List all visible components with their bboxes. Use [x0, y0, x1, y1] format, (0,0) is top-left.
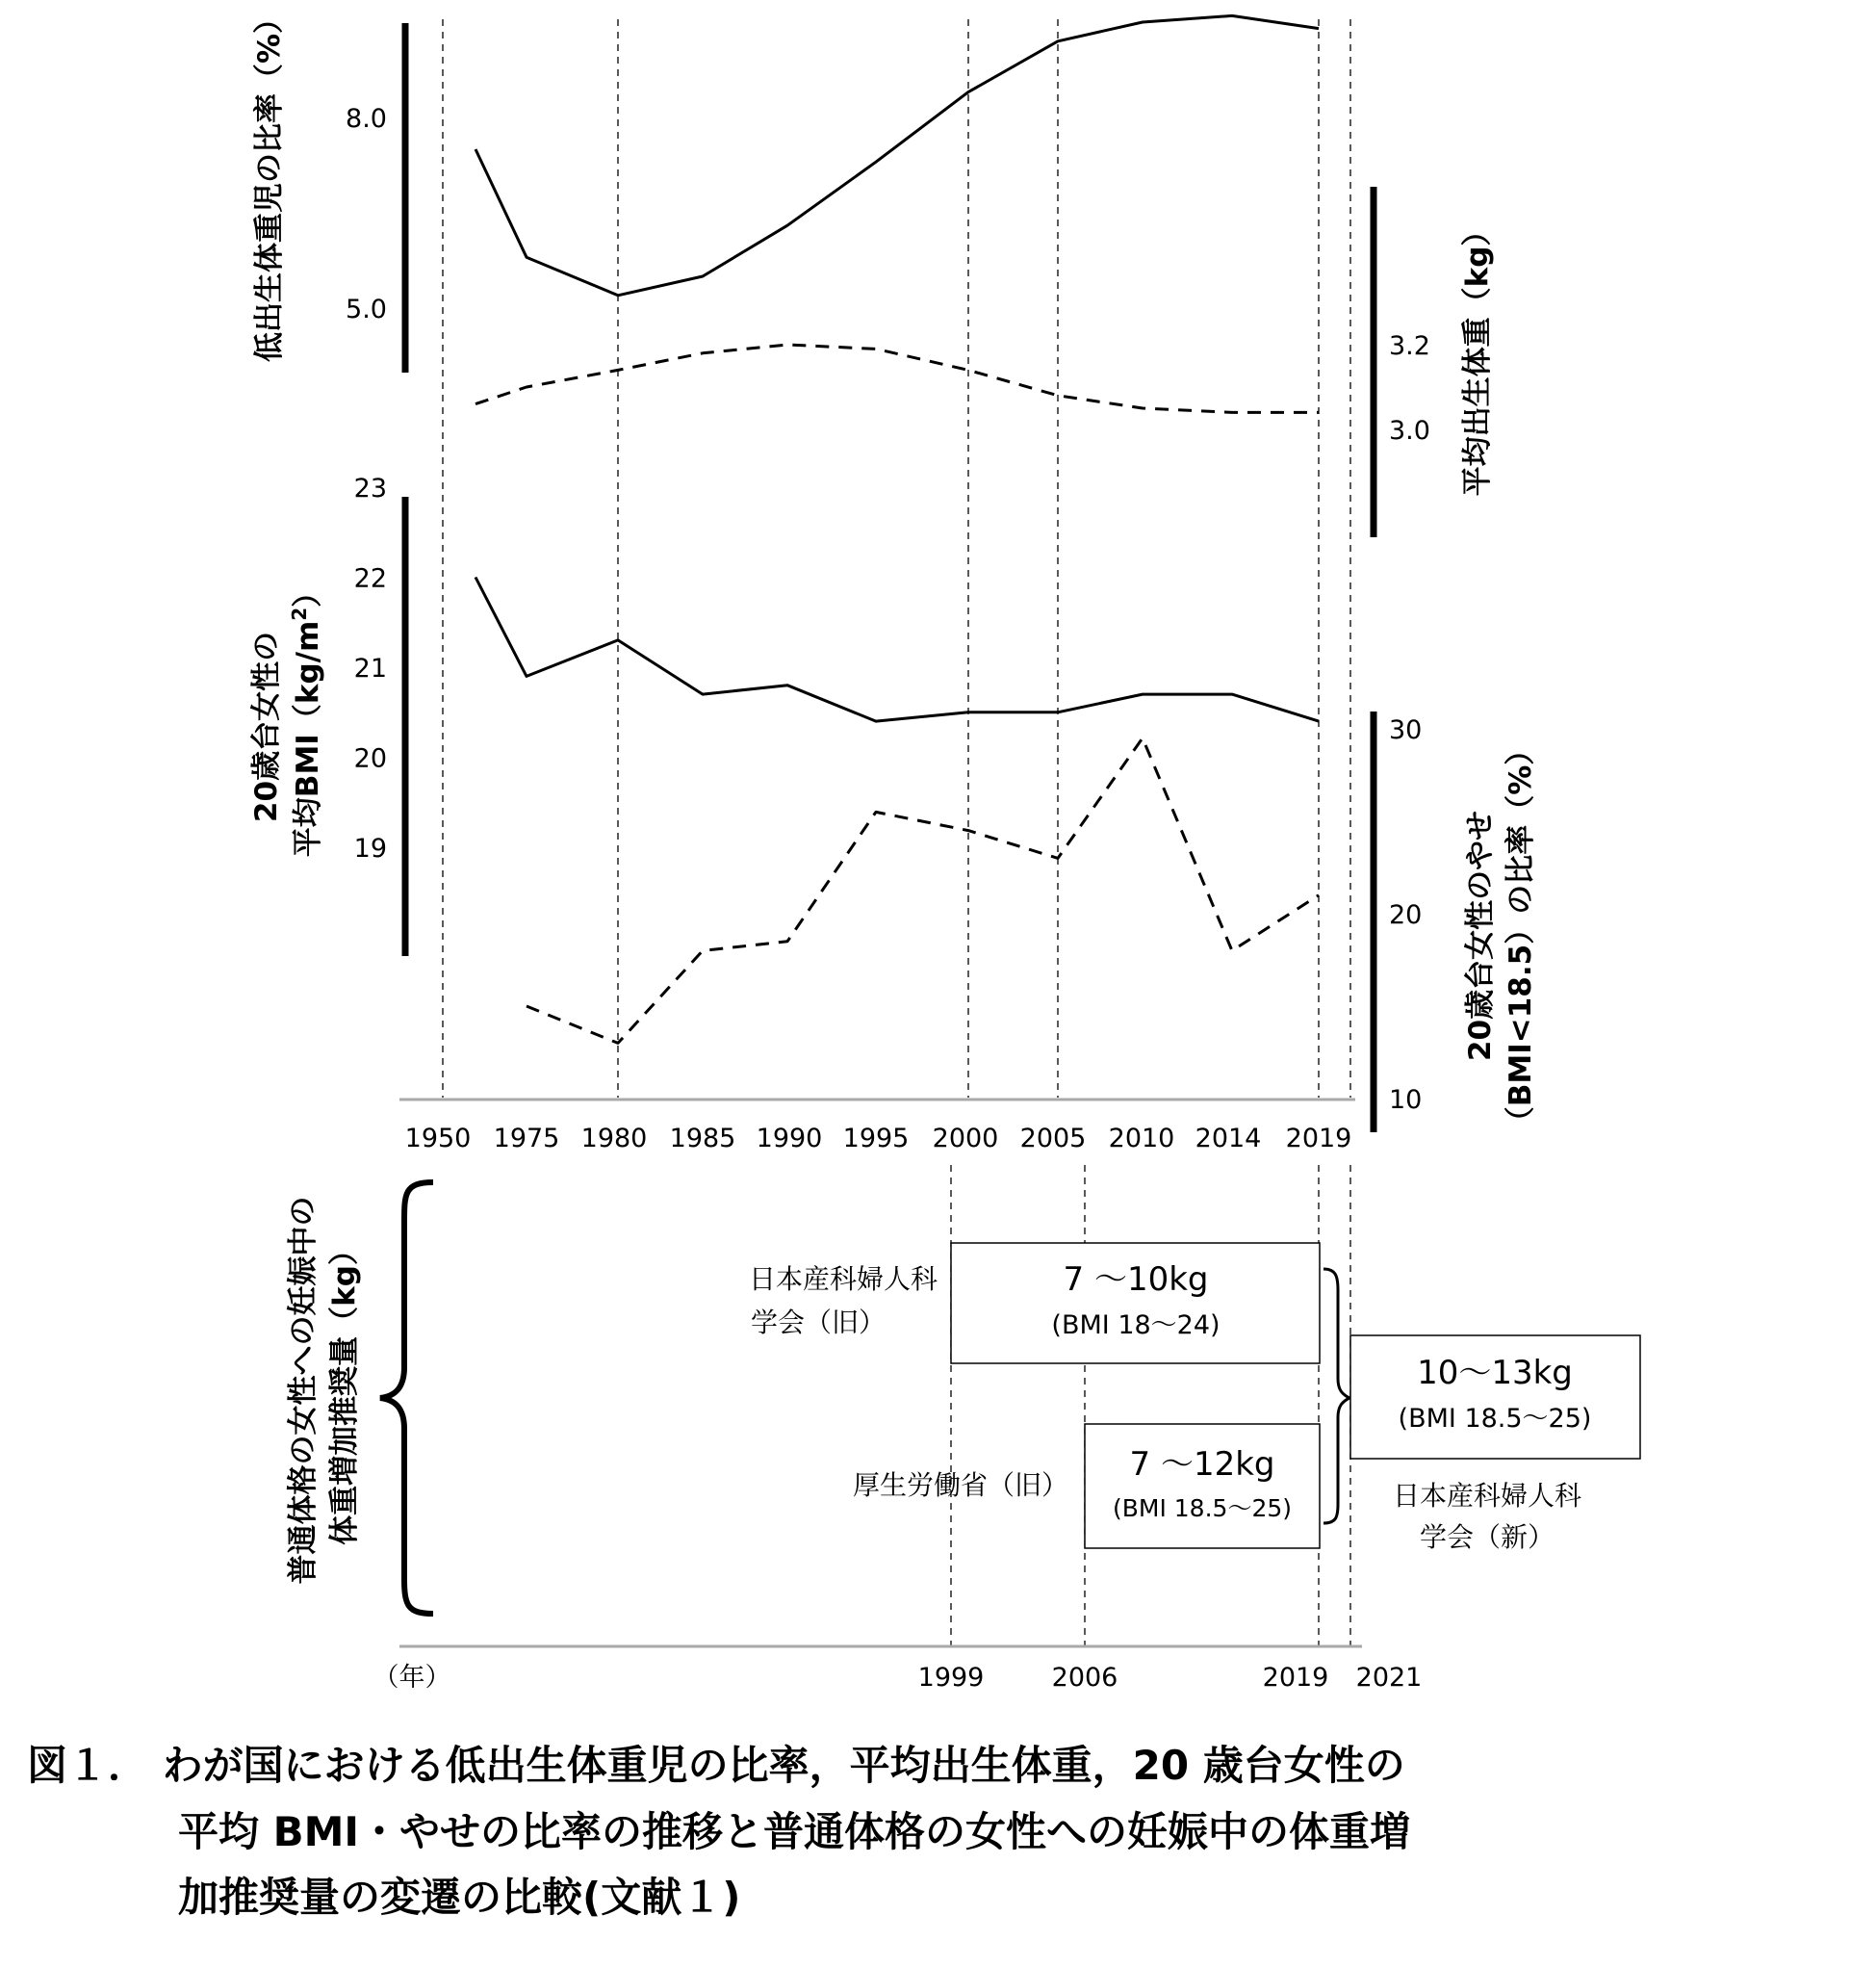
rec-box-mhlw-old-frame — [1085, 1424, 1320, 1548]
vertical-guides — [443, 19, 1350, 1098]
rec-org-jsog-old-1: 日本産科婦人科 — [748, 1263, 938, 1295]
y-tick-thin-20: 20 — [1389, 900, 1423, 930]
y-label-lbw: 低出生体重児の比率（%） — [252, 3, 287, 363]
x-tick-1995: 1995 — [842, 1124, 910, 1153]
rec-bmi-mhlw-old: (BMI 18.5〜25) — [1112, 1494, 1293, 1522]
right-brace — [1323, 1269, 1349, 1523]
y-tick-bw-3.2: 3.2 — [1389, 331, 1430, 361]
x-tick-1985: 1985 — [669, 1124, 736, 1153]
rec-bmi-jsog-old: (BMI 18〜24) — [1051, 1310, 1221, 1340]
rec-org-jsog-new-2: 学会（新） — [1419, 1521, 1555, 1553]
x-tick-1975: 1975 — [493, 1124, 560, 1153]
series-group — [475, 15, 1319, 1043]
series-mean-birthweight — [475, 345, 1319, 412]
axis-bars — [405, 23, 1374, 1132]
series-low-birthweight-rate — [475, 15, 1319, 295]
rec-box-jsog-old — [749, 1243, 1320, 1363]
left-brace — [380, 1182, 433, 1614]
x-tick-2000: 2000 — [932, 1124, 999, 1153]
x-tick-2010: 2010 — [1108, 1124, 1175, 1153]
series-mean-bmi — [475, 578, 1319, 722]
y-tick-labels — [346, 104, 1430, 1115]
caption-line-2: 平均 BMI・やせの比率の推移と普通体格の女性への妊娠中の体重増 — [178, 1808, 1411, 1855]
y-tick-bmi-20: 20 — [353, 743, 387, 774]
y-label-weight-gain-1: 普通体格の女性への妊娠中の — [286, 1196, 321, 1585]
rec-box-mhlw-old — [853, 1424, 1320, 1548]
rec-range-jsog-old: 7 〜10kg — [1063, 1260, 1209, 1299]
y-tick-bmi-21: 21 — [353, 654, 387, 684]
rec-box-jsog-new — [1350, 1335, 1640, 1553]
rec-bmi-jsog-new: (BMI 18.5〜25) — [1398, 1404, 1592, 1434]
rec-org-jsog-new-1: 日本産科婦人科 — [1392, 1480, 1582, 1512]
x-tick-labels-lower — [918, 1663, 1423, 1693]
y-label-thin-2: （BMI<18.5）の比率（%） — [1503, 735, 1538, 1137]
rec-org-jsog-old-2: 学会（旧） — [750, 1307, 886, 1338]
x-tick-labels-upper — [405, 1124, 1352, 1153]
caption-line-1: 図１． わが国における低出生体重児の比率，平均出生体重，20 歳台女性の — [27, 1742, 1405, 1789]
y-label-bmi-2-main: 平均BMI（kg/m — [291, 620, 325, 858]
x-tick-1980: 1980 — [580, 1124, 648, 1153]
series-thin-rate — [527, 738, 1319, 1044]
y-label-birthweight: 平均出生体重（kg） — [1460, 216, 1495, 497]
rec-range-jsog-new: 10〜13kg — [1417, 1354, 1573, 1392]
x-tick-lower-1999: 1999 — [917, 1663, 985, 1693]
x-tick-2005: 2005 — [1019, 1124, 1087, 1153]
lower-guides — [951, 1165, 1350, 1646]
y-tick-bmi-23: 23 — [353, 474, 387, 504]
y-tick-lbw-5.0: 5.0 — [346, 295, 387, 324]
x-tick-lower-2021: 2021 — [1355, 1663, 1423, 1693]
y-label-thin-1: 20歳台女性のやせ — [1463, 810, 1498, 1062]
y-tick-bw-3.0: 3.0 — [1389, 416, 1430, 446]
rec-range-mhlw-old: 7 〜12kg — [1129, 1445, 1275, 1484]
x-tick-2019: 2019 — [1285, 1124, 1352, 1153]
figure-caption — [27, 1742, 1410, 1921]
axis-titles — [249, 4, 1538, 1585]
rec-org-mhlw-old: 厚生労働省（旧） — [852, 1469, 1068, 1501]
x-unit-label: （年） — [373, 1663, 451, 1693]
y-label-bmi-1: 20歳台女性の — [249, 631, 284, 823]
y-tick-bmi-22: 22 — [353, 563, 387, 594]
y-label-bmi-tail: ） — [291, 577, 325, 608]
y-tick-thin-10: 10 — [1389, 1085, 1423, 1115]
y-tick-lbw-8.0: 8.0 — [346, 104, 387, 134]
x-tick-1950: 1950 — [404, 1124, 472, 1153]
x-tick-2014: 2014 — [1195, 1124, 1262, 1153]
y-label-weight-gain-2: 体重増加推奨量（kg） — [327, 1235, 362, 1545]
y-tick-bmi-19: 19 — [353, 834, 387, 864]
x-tick-lower-2006: 2006 — [1051, 1663, 1118, 1693]
y-label-bmi-sup: 2 — [288, 607, 311, 621]
caption-line-3: 加推奨量の変遷の比較(文献１) — [178, 1874, 741, 1921]
x-tick-lower-2019: 2019 — [1262, 1663, 1329, 1693]
x-tick-1990: 1990 — [756, 1124, 823, 1153]
y-label-bmi-2 — [288, 578, 325, 857]
y-tick-thin-30: 30 — [1389, 715, 1423, 745]
